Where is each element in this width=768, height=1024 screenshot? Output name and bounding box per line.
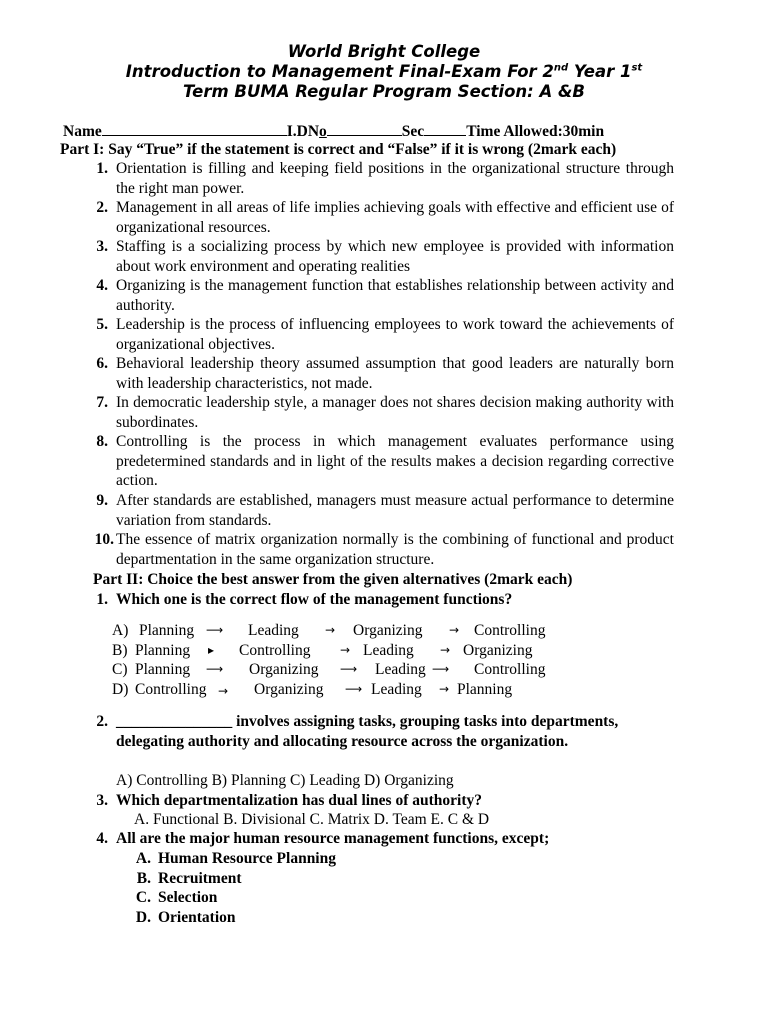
arrow-right-icon: →	[325, 623, 336, 637]
sec-label: Sec	[401, 123, 425, 140]
part2-heading: Part II: Choice the best answer from the given alternatives (2mark each)	[93, 571, 573, 588]
option-d-step4: Planning	[457, 681, 513, 698]
exam-title: Introduction to Management Final-Exam For 2nd Year 1st	[125, 62, 643, 81]
p2-q2-options: A) Controlling B) Planning C) Leading D) Organizing	[116, 772, 454, 789]
q10-number: 10.	[94, 531, 114, 548]
option-b-step1: Planning	[135, 642, 191, 659]
p2-q4-opt-d-label: D.	[135, 909, 151, 926]
option-c-step1: Planning	[135, 661, 191, 678]
p2-q1-number: 1.	[96, 591, 108, 608]
p2-q2-text: _______________ involves assigning tasks, grouping tasks into departments, delegating authority and allocating resource across the organization.	[116, 713, 619, 750]
arrow-right-icon: ▸	[208, 643, 215, 657]
p2-q4-opt-b: Recruitment	[158, 870, 242, 887]
arrow-right-icon: ⟶	[340, 662, 358, 676]
name-label: Name	[63, 123, 102, 140]
time-allowed: Time Allowed:30min	[466, 123, 605, 140]
q7-number: 7.	[96, 394, 108, 411]
q8-text: Controlling is the process in which management evaluates performance using predetermined standards and in light of the results makes a decision regarding corrective action.	[116, 433, 674, 489]
p2-q2-number: 2.	[96, 713, 108, 730]
student-fields: Name I.DNo Sec Time Allowed:30min	[63, 120, 604, 141]
q2-number: 2.	[96, 199, 108, 216]
q1-text: Orientation is filling and keeping field positions in the organizational structure through the right man power.	[116, 160, 674, 197]
option-b-step4: Organizing	[463, 642, 533, 659]
p2-q1-text: Which one is the correct flow of the management functions?	[116, 591, 513, 608]
sec-blank[interactable]	[424, 120, 466, 136]
q3-number: 3.	[96, 238, 108, 255]
id-label: I.DN	[286, 123, 320, 140]
q9-number: 9.	[96, 492, 108, 509]
option-b-step3: Leading	[363, 642, 414, 659]
p2-q4-opt-a: Human Resource Planning	[158, 850, 336, 867]
college-name: World Bright College	[287, 42, 481, 61]
arrow-right-icon: ⟶	[432, 662, 450, 676]
q5-number: 5.	[96, 316, 108, 333]
option-b-step2: Controlling	[239, 642, 311, 659]
option-a-label: A)	[112, 622, 129, 639]
option-d-step3: Leading	[371, 681, 422, 698]
p2-q4-number: 4.	[96, 830, 108, 847]
option-a-step3: Organizing	[353, 622, 423, 639]
option-d-label: D)	[112, 681, 129, 698]
exam-subtitle: Term BUMA Regular Program Section: A &B	[183, 82, 585, 101]
p2-q4-opt-d: Orientation	[158, 909, 236, 926]
q7-text: In democratic leadership style, a manager does not shares decision making authority with subordinates.	[116, 394, 674, 431]
option-a-step2: Leading	[248, 622, 299, 639]
p2-q4-opt-c-label: C.	[135, 889, 151, 906]
option-a-step4: Controlling	[474, 622, 546, 639]
p2-q4-opt-c: Selection	[158, 889, 218, 906]
p2-q4-opt-b-label: B.	[136, 870, 151, 887]
answer-blank[interactable]: _______________	[116, 713, 233, 730]
q3-text: Staffing is a socializing process by which new employee is provided with information about work environment and operating realities	[116, 238, 674, 275]
q4-number: 4.	[96, 277, 108, 294]
q6-number: 6.	[96, 355, 108, 372]
arrow-right-icon: →	[340, 643, 351, 657]
p2-q3-text: Which departmentalization has dual lines of authority?	[116, 792, 482, 809]
arrow-right-icon: →	[218, 684, 229, 698]
name-blank[interactable]	[102, 120, 287, 136]
q1-number: 1.	[96, 160, 108, 177]
option-c-step3: Leading	[375, 661, 426, 678]
p2-q3-number: 3.	[96, 792, 108, 809]
q5-text: Leadership is the process of influencing employees to work toward the achievements of organizational objectives.	[116, 316, 674, 353]
arrow-right-icon: ⟶	[206, 662, 224, 676]
p2-q3-options: A. Functional B. Divisional C. Matrix D. Team E. C & D	[134, 811, 490, 828]
option-a-step1: Planning	[139, 622, 195, 639]
option-d-step1: Controlling	[135, 681, 207, 698]
q9-text: After standards are established, managers must measure actual performance to determine variation from standards.	[116, 492, 674, 529]
option-d-step2: Organizing	[254, 681, 324, 698]
part1-heading: Part I: Say “True” if the statement is correct and “False” if it is wrong (2mark each)	[60, 141, 617, 158]
option-b-label: B)	[112, 642, 128, 659]
q6-text: Behavioral leadership theory assumed assumption that good leaders are naturally born with leadership characteristics, not made.	[116, 355, 674, 392]
arrow-right-icon: →	[449, 623, 460, 637]
arrow-right-icon: →	[440, 643, 451, 657]
arrow-right-icon: →	[439, 682, 450, 696]
p2-q4-opt-a-label: A.	[135, 850, 151, 867]
q10-text: The essence of matrix organization normally is the combining of functional and product departmentation in the same organization structure.	[116, 531, 674, 568]
arrow-right-icon: ⟶	[206, 623, 224, 637]
q4-text: Organizing is the management function that establishes relationship between activity and authority.	[116, 277, 674, 314]
q8-number: 8.	[96, 433, 108, 450]
q2-text: Management in all areas of life implies achieving goals with effective and efficient use of organizational resources.	[116, 199, 674, 236]
p2-q4-text: All are the major human resource management functions, except;	[116, 830, 550, 847]
id-blank[interactable]	[327, 120, 402, 136]
option-c-label: C)	[112, 661, 128, 678]
arrow-right-icon: ⟶	[345, 682, 363, 696]
option-c-step4: Controlling	[474, 661, 546, 678]
option-c-step2: Organizing	[249, 661, 319, 678]
